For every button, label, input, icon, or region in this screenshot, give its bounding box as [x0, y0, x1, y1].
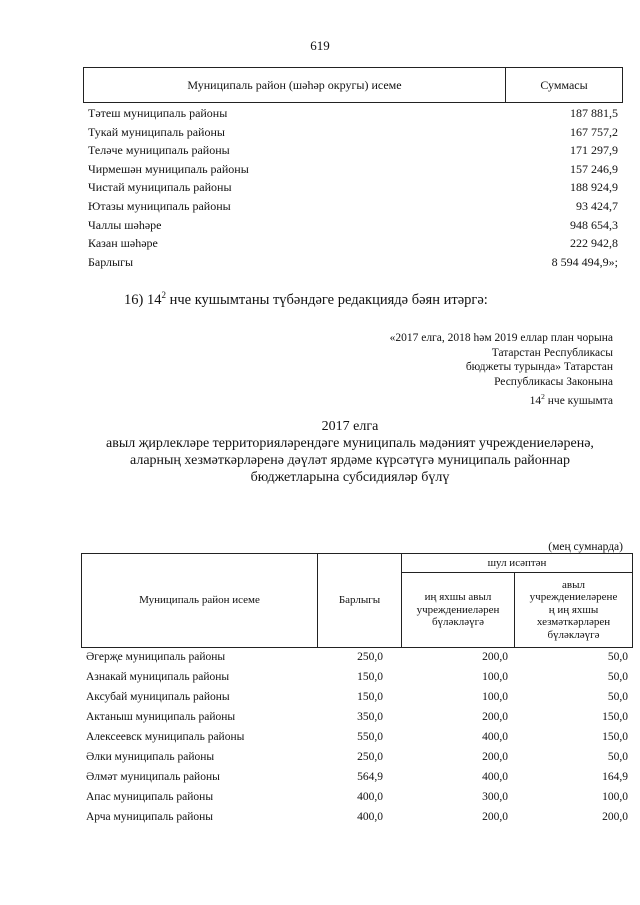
table-row	[86, 767, 630, 787]
best-institutions-value: 200,0	[482, 751, 508, 763]
table1-header-sum: Суммасы	[540, 77, 588, 92]
table-row	[88, 234, 618, 253]
district-total: 550,0	[357, 731, 383, 743]
table1-header	[83, 67, 623, 103]
district-sum: 171 297,9	[570, 143, 618, 158]
table2-header-best-employees	[515, 573, 632, 647]
district-name: Тәтеш муниципаль районы	[88, 106, 228, 120]
table-row	[88, 104, 618, 123]
district-sum: 222 942,8	[570, 236, 618, 251]
total-sum: 8 594 494,9»;	[551, 254, 618, 269]
note-line: бюджеты турында» Татарстан	[465, 361, 613, 374]
table2-header	[81, 553, 633, 648]
district-name: Теләче муниципаль районы	[88, 143, 230, 158]
best-employees-value: 50,0	[607, 671, 628, 683]
district-total: 564,9	[357, 771, 383, 783]
title-line: 2017 елга	[321, 419, 379, 434]
district-sum: 157 246,9	[570, 161, 618, 176]
header-text-line: бүләкләүгә	[431, 616, 485, 629]
paragraph-16-prefix: 16) 14	[124, 291, 162, 308]
paragraph-16-text: нче кушымтаны түбәндәге редакциядә бәян итәргә:	[165, 291, 488, 308]
appendix-note	[390, 331, 613, 408]
note-line	[390, 390, 613, 409]
header-text-line: хезмәткәрләрен	[536, 616, 611, 629]
note-line: Республикасы Законына	[494, 376, 613, 389]
table-row	[88, 160, 618, 179]
district-sum: 93 424,7	[576, 198, 618, 213]
district-total: 250,0	[357, 751, 383, 763]
header-text-line: иң яхшы авыл	[424, 591, 492, 604]
best-employees-value: 50,0	[607, 691, 628, 703]
table-row	[86, 667, 630, 687]
note-line: «2017 елга, 2018 һәм 2019 еллар план чорына	[389, 332, 613, 344]
note-number: 14	[529, 394, 542, 407]
table-row	[86, 647, 630, 667]
table-row	[86, 727, 630, 747]
table2-header-group: шул исәптән	[402, 554, 632, 573]
district-name: Алексеевск муниципаль районы	[86, 731, 245, 743]
table2-header-total: Барлыгы	[318, 554, 402, 647]
table-row	[88, 216, 618, 235]
district-sum: 187 881,5	[570, 106, 618, 120]
note-suffix: нче кушымта	[544, 394, 613, 407]
district-sum: 188 924,9	[570, 180, 618, 195]
paragraph-16-sup: 2	[161, 290, 166, 300]
table-row	[86, 707, 630, 727]
best-employees-value: 164,9	[602, 771, 628, 783]
district-total: 350,0	[357, 711, 383, 723]
unit-label: (мең сумнарда)	[548, 541, 623, 553]
table1-header-district: Муниципаль район (шәһәр округы) исеме	[84, 68, 506, 102]
title-line: аларның хезмәткәрләренә дәүләт ярдәме күрсәтүгә муниципаль районнар	[130, 453, 570, 468]
best-institutions-value: 400,0	[482, 731, 508, 743]
table-row	[88, 197, 618, 216]
header-text-line: учреждениеләрене	[529, 591, 618, 604]
best-employees-value: 150,0	[602, 711, 628, 723]
district-total: 400,0	[357, 791, 383, 803]
best-employees-value: 100,0	[602, 791, 628, 803]
header-text-line: учреждениеләрен	[416, 603, 500, 616]
table-row	[86, 787, 630, 807]
best-institutions-value: 400,0	[482, 771, 508, 783]
best-employees-value: 50,0	[607, 651, 628, 663]
title-line: авыл җирлекләре территорияләрендәге муниципаль мәдәният учреждениеләренә,	[106, 436, 594, 451]
table-row	[86, 747, 630, 767]
district-name: Арча муниципаль районы	[86, 811, 214, 823]
best-institutions-value: 200,0	[482, 811, 508, 823]
district-name: Апас муниципаль районы	[86, 791, 214, 803]
table2-body	[86, 647, 630, 827]
district-name: Әлмәт муниципаль районы	[86, 771, 220, 783]
district-total: 400,0	[357, 811, 383, 823]
table2-header-name: Муниципаль район исеме	[82, 554, 318, 647]
district-total: 250,0	[357, 651, 383, 663]
district-name: Аксубай муниципаль районы	[86, 691, 230, 703]
best-employees-value: 200,0	[602, 811, 628, 823]
table1-body	[88, 104, 618, 271]
table-total-row	[88, 253, 618, 272]
best-institutions-value: 200,0	[482, 651, 508, 663]
district-name: Актаныш муниципаль районы	[86, 711, 236, 723]
best-institutions-value: 300,0	[482, 791, 508, 803]
title-line: бюджетларына субсидияләр бүлү	[250, 470, 450, 485]
header-text-line: авыл	[562, 578, 585, 591]
header-text-line: бүләкләүгә	[547, 628, 600, 641]
district-total: 150,0	[357, 671, 383, 683]
table-row	[88, 178, 618, 197]
district-name: Әгерҗе муниципаль районы	[86, 651, 226, 663]
table-row	[86, 687, 630, 707]
district-total: 150,0	[357, 691, 383, 703]
best-institutions-value: 100,0	[482, 671, 508, 683]
paragraph-16	[124, 290, 488, 309]
district-name: Чирмешән муниципаль районы	[88, 161, 249, 176]
best-institutions-value: 100,0	[482, 691, 508, 703]
district-name: Чистай муниципаль районы	[88, 180, 232, 195]
document-title	[60, 418, 640, 486]
table-row	[88, 123, 618, 142]
district-name: Ютазы муниципаль районы	[88, 198, 231, 213]
table2-header-best-institutions	[402, 573, 515, 647]
note-sup: 2	[541, 391, 545, 401]
note-line: Татарстан Республикасы	[491, 346, 613, 359]
district-name: Әлки муниципаль районы	[86, 751, 215, 763]
district-name: Азнакай муниципаль районы	[86, 671, 230, 683]
district-sum: 167 757,2	[570, 124, 618, 139]
table-row	[86, 807, 630, 827]
table-row	[88, 141, 618, 160]
total-label: Барлыгы	[88, 254, 134, 269]
best-employees-value: 150,0	[602, 731, 628, 743]
page-number: 619	[310, 38, 330, 53]
header-text-line: ң иң яхшы	[548, 603, 599, 616]
district-name: Тукай муниципаль районы	[88, 124, 225, 139]
best-institutions-value: 200,0	[482, 711, 508, 723]
best-employees-value: 50,0	[607, 751, 628, 763]
district-sum: 948 654,3	[570, 217, 618, 232]
district-name: Казан шәһәре	[88, 236, 158, 251]
district-name: Чаллы шәһәре	[88, 217, 162, 232]
